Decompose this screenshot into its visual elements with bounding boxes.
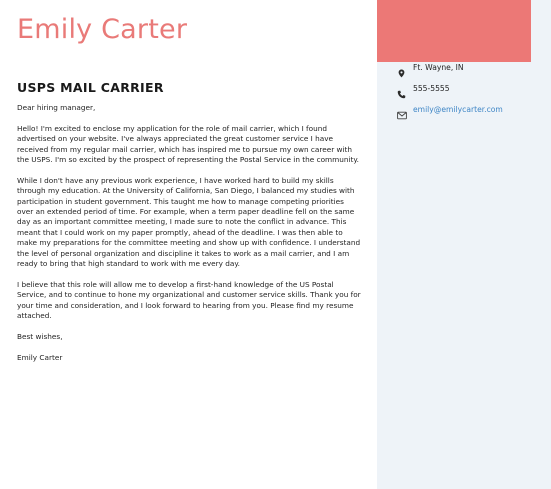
letter-paragraph-1: Hello! I'm excited to enclose my application for the role of mail carrier, which I found advertised on your website. I've always appreciated the great customer service I have received from my regular mail carrier, which has inspired me to pursue my own career with the USPS. I'm so excited by the prospect of representing the Postal Service in the community. <box>17 123 359 165</box>
contact-phone <box>397 84 450 93</box>
letter-greeting: Dear hiring manager, <box>17 103 96 112</box>
letter-paragraph-3: I believe that this role will allow me to develop a first-hand knowledge of the US Postal Service, and to continue to hone my organizational and customer service skills. Thank you for your time and consideration, and I look forward to hearing from you. Please find my resume attached. <box>17 279 361 321</box>
envelope-icon <box>397 105 406 114</box>
contact-sidebar <box>377 0 551 489</box>
letter-paragraph-2: While I don't have any previous work experience, I have worked hard to build my skills through my education. At the University of California, San Diego, I balanced my studies with participation in student government. This taught me how to manage competing priorities over an extended period of time. For example, when a term paper deadline fell on the same day as an important committee meeting, I made sure to note the conflict in advance. This meant that I could work on my paper promptly, ahead of the deadline. I was then able to make my preparations for the committee meeting and show up with confidence. I understand the level of personal organization and discipline it takes to work as a mail carrier, and I am ready to bring that high standard to work with me every day. <box>17 175 361 269</box>
job-title: USPS MAIL CARRIER <box>17 80 164 95</box>
letter-body <box>17 103 362 373</box>
email-link[interactable]: emily@emilycarter.com <box>413 105 503 114</box>
contact-location <box>397 63 464 72</box>
phone-icon <box>397 84 406 93</box>
letter-closing: Best wishes, <box>17 331 63 341</box>
applicant-name: Emily Carter <box>17 14 188 45</box>
letter-signature: Emily Carter <box>17 352 63 362</box>
contact-email[interactable] <box>397 105 503 114</box>
phone-text: 555-5555 <box>413 84 450 93</box>
location-text: Ft. Wayne, IN <box>413 63 464 72</box>
sidebar-accent-band <box>377 0 531 62</box>
map-pin-icon <box>397 63 406 72</box>
